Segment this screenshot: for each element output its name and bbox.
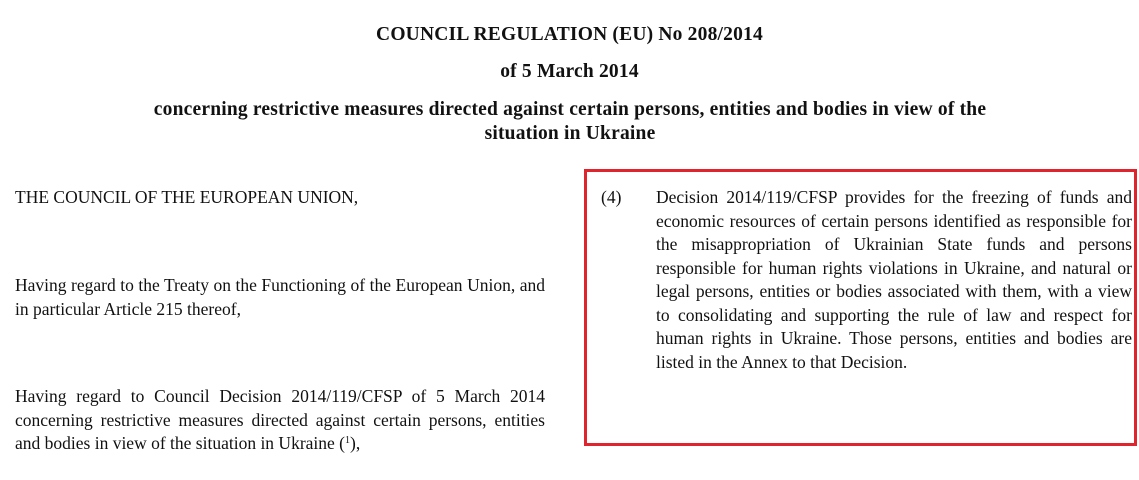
recital-text: Decision 2014/119/CFSP provides for the freezing of funds and economic resources of certain persons identified as responsible for the misappropriation of Ukrainian State funds and persons responsible for human rights violations in Ukraine, and natural or legal persons, entities or bodies associated with them, with a view to consolidating and supporting the rule of law and respect for human rights in Ukraine. Those persons, entities and bodies are listed in the Annex to that Decision.	[656, 187, 1132, 372]
treaty-citation: Having regard to the Treaty on the Functioning of the European Union, and in particular Article 215 thereof,	[15, 275, 545, 319]
decision-citation-text: Having regard to Council Decision 2014/119/CFSP of 5 March 2014 concerning restrictive measures directed against certain persons, entities and bodies in view of the situation in Ukraine (	[15, 386, 545, 453]
footnote-reference[interactable]: 1	[345, 435, 350, 446]
council-preamble: THE COUNCIL OF THE EUROPEAN UNION,	[15, 187, 359, 207]
regulation-subject: concerning restrictive measures directed against certain persons, entities and bodies in view of the situation in Ukraine	[153, 99, 987, 144]
decision-citation	[15, 385, 545, 456]
regulation-date: of 5 March 2014	[500, 61, 639, 82]
regulation-title: COUNCIL REGULATION (EU) No 208/2014	[376, 24, 763, 45]
decision-citation-end: ),	[350, 433, 361, 453]
recital-number: (4)	[601, 187, 622, 207]
